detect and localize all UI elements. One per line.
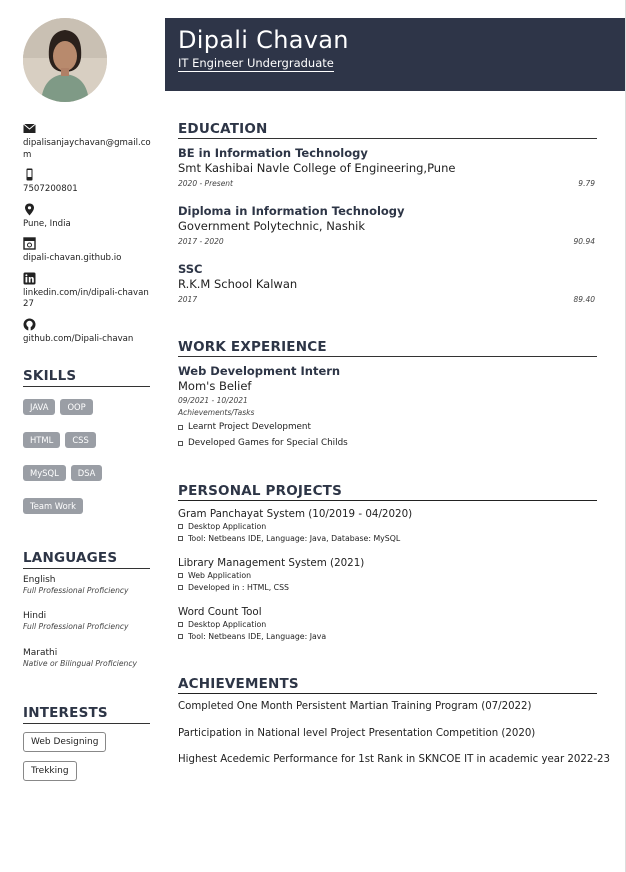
envelope-icon xyxy=(23,122,36,135)
contact-location-text: Pune, India xyxy=(23,218,71,229)
degree: SSC xyxy=(178,262,203,276)
institution: R.K.M School Kalwan xyxy=(178,277,298,291)
project-bullet: Desktop Application xyxy=(178,522,595,532)
education-heading: EDUCATION xyxy=(178,121,597,139)
achievement-item: Completed One Month Persistent Martian Training Program (07/2022) xyxy=(178,701,532,712)
tasks-label: Achievements/Tasks xyxy=(178,408,255,417)
interest-tag: Trekking xyxy=(23,761,77,781)
candidate-title: IT Engineer Undergraduate xyxy=(178,56,334,70)
achievements-heading: ACHIEVEMENTS xyxy=(178,676,597,694)
skills-heading: SKILLS xyxy=(23,368,150,387)
contact-linkedin xyxy=(23,272,151,311)
project-title: Library Management System (2021) xyxy=(178,557,365,569)
skill-tag: MySQL xyxy=(23,465,66,481)
language-item xyxy=(23,648,153,668)
contact-github-text[interactable]: github.com/Dipali-chavan xyxy=(23,333,134,344)
linkedin-icon xyxy=(23,272,36,285)
contact-phone xyxy=(23,168,151,196)
project-bullet: Developed in : HTML, CSS xyxy=(178,583,595,593)
skill-tag: Team Work xyxy=(23,498,83,514)
project-bullet: Web Application xyxy=(178,571,595,581)
project-item xyxy=(178,508,595,544)
task-item: Learnt Project Development xyxy=(178,421,595,433)
education-dates: 2017 xyxy=(178,295,198,304)
header-banner xyxy=(165,18,625,91)
degree: BE in Information Technology xyxy=(178,146,368,160)
project-bullet: Desktop Application xyxy=(178,620,595,630)
skill-tag: OOP xyxy=(60,399,92,415)
institution: Smt Kashibai Navle College of Engineering,Pune xyxy=(178,161,456,175)
institution: Government Polytechnic, Nashik xyxy=(178,219,366,233)
contact-phone-text[interactable]: 7507200801 xyxy=(23,184,78,194)
contact-email xyxy=(23,122,151,161)
skills-list xyxy=(23,395,153,527)
contact-location xyxy=(23,203,151,231)
language-name: Marathi xyxy=(23,648,58,658)
language-level: Full Professional Proficiency xyxy=(23,586,129,595)
contact-email-text[interactable]: dipalisanjaychavan@gmail.com xyxy=(23,138,151,160)
website-icon xyxy=(23,237,36,250)
education-dates: 2020 - Present xyxy=(178,179,233,188)
github-icon xyxy=(23,318,36,331)
contact-website-text[interactable]: dipali-chavan.github.io xyxy=(23,253,122,263)
contact-list xyxy=(23,122,151,352)
education-item xyxy=(178,146,595,189)
project-item xyxy=(178,557,595,593)
achievement-item: Highest Acedemic Performance for 1st Rank in SKNCOE IT in academic year 2022-23 xyxy=(178,754,611,765)
work-item xyxy=(178,364,595,449)
language-item xyxy=(23,611,153,631)
education-score: 89.40 xyxy=(573,295,595,304)
contact-website xyxy=(23,237,151,265)
contact-linkedin-text[interactable]: linkedin.com/in/dipali-chavan27 xyxy=(23,287,149,309)
candidate-name: Dipali Chavan xyxy=(178,26,349,54)
profile-photo xyxy=(23,18,107,102)
language-name: English xyxy=(23,575,56,585)
education-dates: 2017 - 2020 xyxy=(178,237,224,246)
project-item xyxy=(178,606,595,642)
project-bullet: Tool: Netbeans IDE, Language: Java, Database: MySQL xyxy=(178,534,595,544)
language-level: Native or Bilingual Proficiency xyxy=(23,659,138,668)
project-title: Gram Panchayat System (10/2019 - 04/2020) xyxy=(178,508,413,520)
phone-icon xyxy=(23,168,36,181)
education-score: 90.94 xyxy=(573,237,595,246)
location-pin-icon xyxy=(23,203,36,216)
work-dates: 09/2021 - 10/2021 xyxy=(178,396,248,405)
task-item: Developed Games for Special Childs xyxy=(178,437,595,449)
languages-heading: LANGUAGES xyxy=(23,550,150,569)
contact-github xyxy=(23,318,151,346)
language-name: Hindi xyxy=(23,611,47,621)
job-role: Web Development Intern xyxy=(178,364,341,378)
education-item xyxy=(178,262,595,305)
interest-tag: Web Designing xyxy=(23,732,106,752)
education-item xyxy=(178,204,595,247)
achievement-item: Participation in National level Project Presentation Competition (2020) xyxy=(178,728,536,739)
projects-heading: PERSONAL PROJECTS xyxy=(178,483,597,501)
project-bullet: Tool: Netbeans IDE, Language: Java xyxy=(178,632,595,642)
language-item xyxy=(23,575,153,595)
company-name: Mom's Belief xyxy=(178,379,252,393)
education-score: 9.79 xyxy=(578,179,595,188)
interests-heading: INTERESTS xyxy=(23,705,150,724)
skill-tag: CSS xyxy=(65,432,95,448)
language-level: Full Professional Proficiency xyxy=(23,622,129,631)
degree: Diploma in Information Technology xyxy=(178,204,405,218)
skill-tag: HTML xyxy=(23,432,60,448)
project-title: Word Count Tool xyxy=(178,606,262,618)
avatar xyxy=(23,18,107,102)
skill-tag: DSA xyxy=(71,465,103,481)
skill-tag: JAVA xyxy=(23,399,55,415)
work-experience-heading: WORK EXPERIENCE xyxy=(178,339,597,357)
